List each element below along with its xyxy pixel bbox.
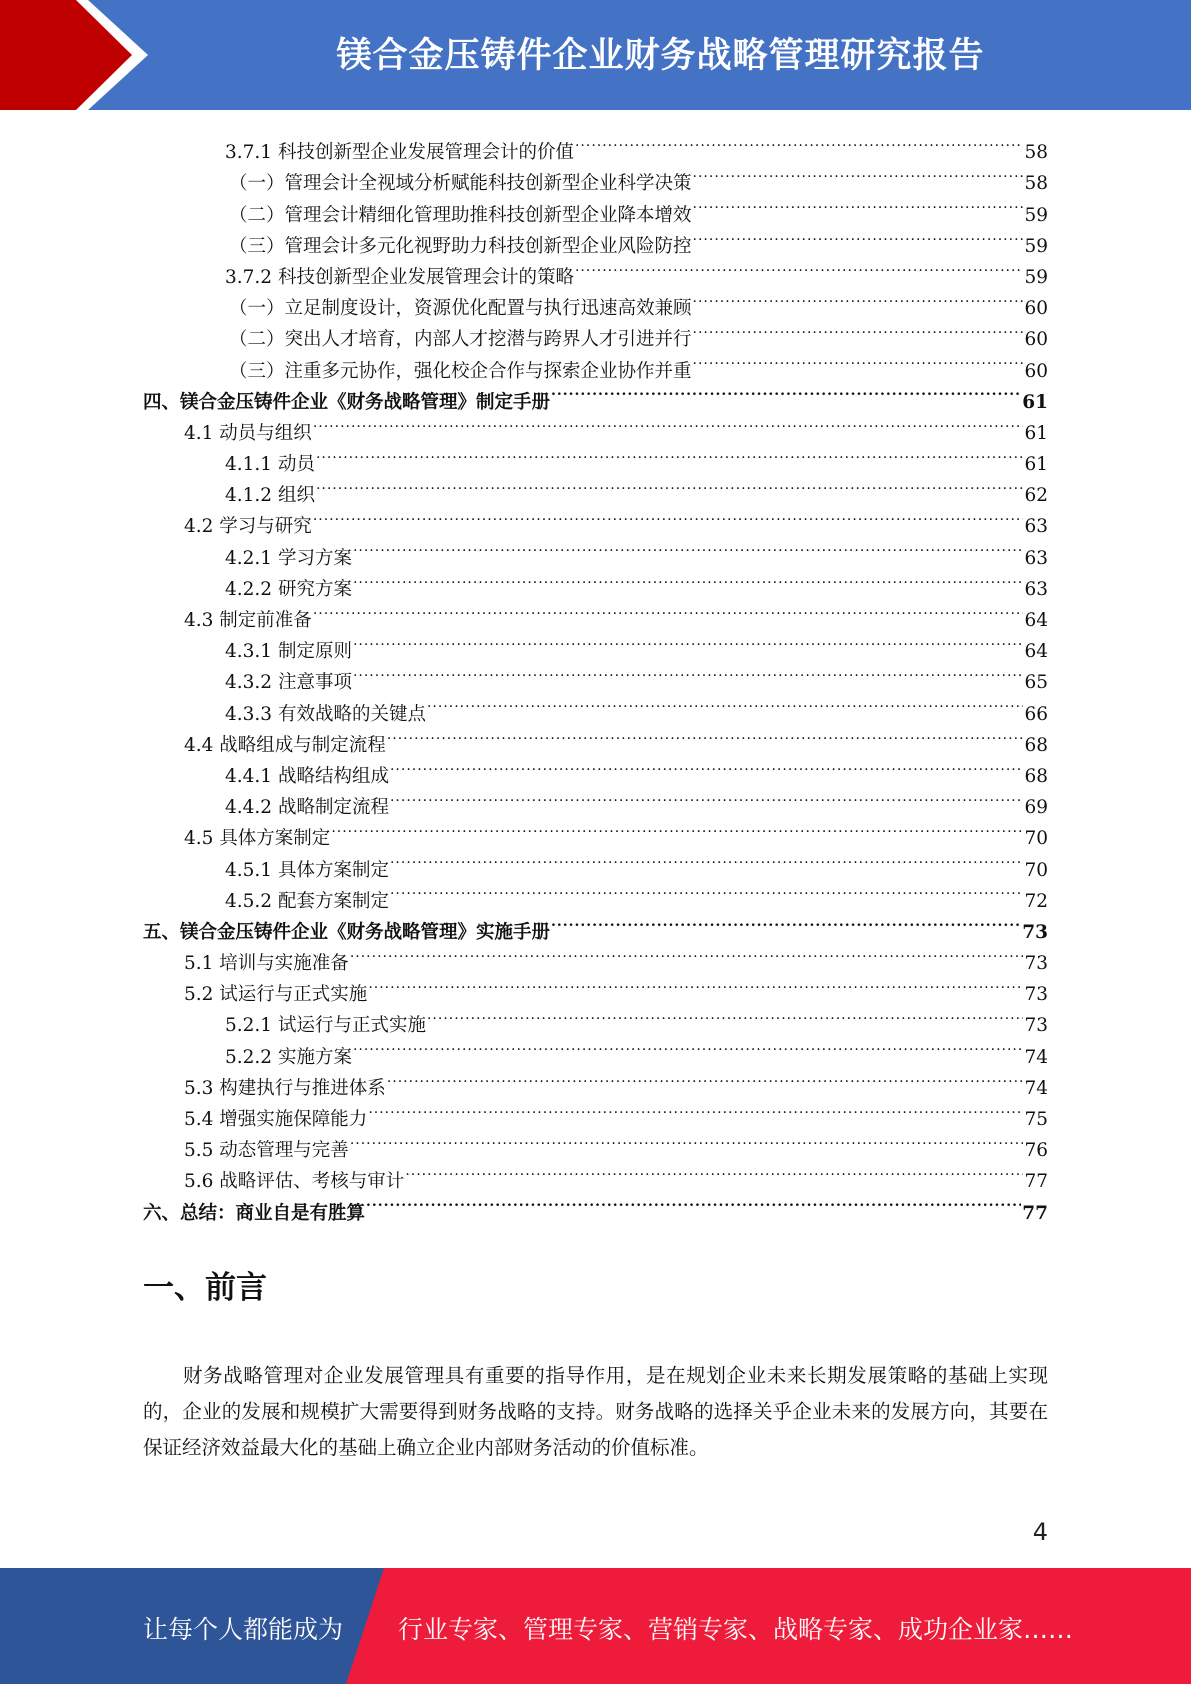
toc-dot-leader	[313, 408, 1024, 439]
toc-entry-label: （一）管理会计全视域分析赋能科技创新型企业科学决策	[229, 173, 692, 195]
toc-entry-page: 77	[1022, 1202, 1048, 1224]
toc-entry-label: 4.5.2 配套方案制定	[225, 890, 389, 912]
toc-entry-label: （一）立足制度设计，资源优化配置与执行迅速高效兼顾	[229, 298, 692, 320]
toc-dot-leader	[551, 377, 1021, 408]
toc-entry-label: 4.4 战略组成与制定流程	[184, 734, 386, 756]
toc-entry-page: 59	[1024, 266, 1048, 288]
toc-entry-page: 61	[1022, 391, 1048, 413]
toc-entry-page: 58	[1024, 142, 1048, 164]
toc-dot-leader	[350, 1125, 1024, 1156]
toc-dot-leader	[353, 1031, 1024, 1062]
toc-entry-page: 76	[1024, 1140, 1048, 1162]
toc-dot-leader	[427, 688, 1023, 719]
toc-entry-page: 60	[1024, 329, 1048, 351]
toc-entry-page: 77	[1024, 1171, 1048, 1193]
toc-dot-leader	[390, 751, 1023, 782]
toc-entry-label: 4.3.2 注意事项	[225, 672, 352, 694]
header-chevron-icon	[0, 0, 170, 110]
section-heading: 一、前言	[143, 1270, 267, 1306]
toc-entry-page: 74	[1024, 1046, 1048, 1068]
table-of-contents	[143, 127, 1048, 1224]
toc-dot-leader	[551, 907, 1021, 938]
toc-entry-label: 3.7.2 科技创新型企业发展管理会计的策略	[225, 266, 574, 288]
toc-entry-label: 4.5.1 具体方案制定	[225, 859, 389, 881]
toc-dot-leader	[693, 221, 1024, 252]
page-header	[0, 0, 1191, 110]
toc-entry-page: 73	[1024, 984, 1048, 1006]
toc-entry-page: 68	[1024, 765, 1048, 787]
toc-dot-leader	[693, 345, 1024, 376]
toc-dot-leader	[353, 564, 1024, 595]
toc-entry-page: 65	[1024, 672, 1048, 694]
toc-dot-leader	[353, 626, 1024, 657]
toc-entry-page: 58	[1024, 173, 1048, 195]
toc-dot-leader	[313, 595, 1024, 626]
toc-entry-page: 73	[1024, 1015, 1048, 1037]
toc-dot-leader	[368, 969, 1023, 1000]
toc-entry-label: 4.4.1 战略结构组成	[225, 765, 389, 787]
toc-entry-page: 66	[1024, 703, 1048, 725]
toc-entry-page: 60	[1024, 298, 1048, 320]
toc-entry-label: 4.1 动员与组织	[184, 422, 312, 444]
toc-dot-leader	[353, 532, 1024, 563]
toc-dot-leader	[387, 720, 1024, 751]
toc-dot-leader	[405, 1156, 1023, 1187]
toc-entry-label: （二）管理会计精细化管理助推科技创新型企业降本增效	[229, 204, 692, 226]
toc-dot-leader	[693, 283, 1024, 314]
page-footer	[0, 1568, 1191, 1684]
toc-entry-label: 5.4 增强实施保障能力	[184, 1109, 368, 1130]
toc-entry-page: 68	[1024, 734, 1048, 756]
toc-entry-label: 4.1.2 组织	[225, 485, 315, 507]
toc-entry-page: 59	[1024, 204, 1048, 226]
page-number: 4	[1032, 1518, 1048, 1546]
toc-entry-page: 63	[1024, 578, 1048, 600]
toc-dot-leader	[575, 252, 1023, 283]
toc-dot-leader	[693, 158, 1024, 189]
toc-entry-label: 3.7.1 科技创新型企业发展管理会计的价值	[225, 142, 574, 164]
toc-entry-label: 5.2 试运行与正式实施	[184, 984, 368, 1006]
toc-entry-label: 4.1.1 动员	[225, 454, 315, 476]
toc-entry-page: 74	[1024, 1077, 1048, 1099]
toc-dot-leader	[313, 501, 1024, 532]
toc-entry-page: 73	[1022, 921, 1048, 943]
toc-entry-page: 72	[1024, 890, 1048, 912]
toc-dot-leader	[316, 470, 1024, 501]
toc-dot-leader	[368, 1094, 1023, 1125]
toc-entry-page: 61	[1024, 422, 1048, 444]
toc-dot-leader	[366, 1187, 1021, 1218]
toc-entry-label: （三）管理会计多元化视野助力科技创新型企业风险防控	[229, 235, 692, 257]
toc-entry-label: 4.3.3 有效战略的关键点	[225, 703, 426, 725]
toc-entry-page: 60	[1024, 360, 1048, 382]
report-title: 镁合金压铸件企业财务战略管理研究报告	[336, 36, 985, 76]
toc-entry-label: 4.3 制定前准备	[184, 610, 312, 631]
toc-entry-label: 六、总结：商业自是有胜算	[143, 1202, 366, 1224]
toc-entry-label: 5.1 培训与实施准备	[184, 953, 349, 975]
toc-entry-page: 69	[1024, 797, 1048, 819]
toc-dot-leader	[316, 439, 1024, 470]
toc-dot-leader	[387, 1063, 1024, 1094]
toc-entry-page: 73	[1024, 953, 1048, 975]
toc-dot-leader	[390, 782, 1023, 813]
toc-dot-leader	[427, 1000, 1023, 1031]
footer-slogan-right: 行业专家、管理专家、营销专家、战略专家、成功企业家……	[398, 1615, 1074, 1644]
toc-dot-leader	[390, 844, 1023, 875]
toc-entry-label: 四、镁合金压铸件企业《财务战略管理》制定手册	[143, 391, 551, 413]
toc-entry-label: 4.3.1 制定原则	[225, 641, 352, 663]
toc-dot-leader	[353, 657, 1024, 688]
toc-entry-label: 4.2.1 学习方案	[225, 547, 352, 569]
toc-entry[interactable]	[143, 127, 1048, 164]
toc-dot-leader	[390, 876, 1023, 907]
toc-entry-label: 4.2 学习与研究	[184, 516, 312, 538]
toc-entry-label: （三）注重多元协作，强化校企合作与探索企业协作并重	[229, 360, 692, 382]
toc-entry-page: 64	[1024, 641, 1048, 663]
toc-dot-leader	[350, 938, 1024, 969]
section-paragraph: 财务战略管理对企业发展管理具有重要的指导作用，是在规划企业未来长期发展策略的基础上实现的，企业的发展和规模扩大需要得到财务战略的支持。财务战略的选择关乎企业未来的发展方向，其要在保证经济效益最大化的基础上确立企业内部财务活动的价值标准。	[143, 1364, 1048, 1459]
toc-entry-label: 4.5 具体方案制定	[184, 828, 331, 850]
toc-entry-label: 4.4.2 战略制定流程	[225, 797, 389, 819]
toc-entry-label: 5.5 动态管理与完善	[184, 1140, 349, 1162]
toc-entry-page: 62	[1024, 485, 1048, 507]
toc-dot-leader	[575, 127, 1023, 158]
toc-entry-page: 70	[1024, 859, 1048, 881]
toc-entry-label: 5.2.1 试运行与正式实施	[225, 1015, 426, 1037]
toc-entry-label: 5.6 战略评估、考核与审计	[184, 1171, 405, 1193]
toc-entry-label: 5.2.2 实施方案	[225, 1046, 352, 1068]
toc-entry-page: 64	[1024, 610, 1048, 631]
toc-entry-page: 70	[1024, 828, 1048, 850]
toc-dot-leader	[331, 813, 1023, 844]
toc-entry-label: 4.2.2 研究方案	[225, 578, 352, 600]
toc-entry-page: 61	[1024, 454, 1048, 476]
toc-entry-label: 五、镁合金压铸件企业《财务战略管理》实施手册	[143, 921, 551, 943]
toc-dot-leader	[693, 314, 1024, 345]
toc-entry-page: 63	[1024, 516, 1048, 538]
toc-entry-page: 63	[1024, 547, 1048, 569]
toc-entry-label: （二）突出人才培育，内部人才挖潜与跨界人才引进并行	[229, 329, 692, 351]
toc-entry-label: 5.3 构建执行与推进体系	[184, 1077, 386, 1099]
footer-slogan-left: 让每个人都能成为	[143, 1615, 344, 1644]
toc-entry-page: 59	[1024, 235, 1048, 257]
toc-dot-leader	[693, 189, 1024, 220]
toc-entry-page: 75	[1024, 1109, 1048, 1130]
